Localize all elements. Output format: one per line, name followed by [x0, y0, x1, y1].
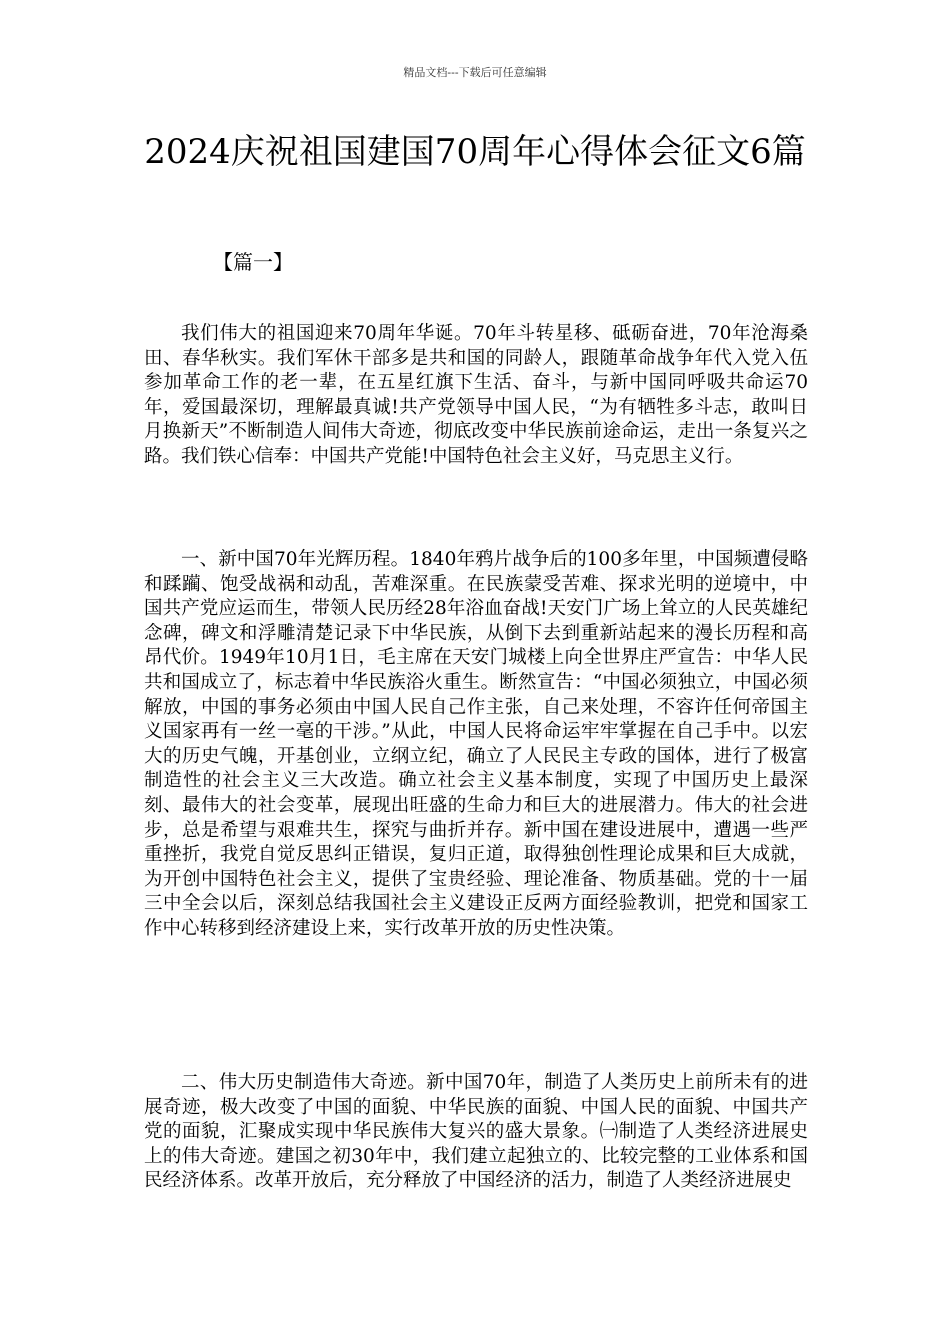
page-header-note: 精品文档---下载后可任意编辑 — [403, 66, 547, 79]
document-title: 2024庆祝祖国建国70周年心得体会征文6篇 — [144, 132, 806, 172]
paragraph-history: 一、新中国70年光辉历程。1840年鸦片战争后的100多年里，中国频遭侵略和蹂躏、饱受战祸和动乱，苦难深重。在民族蒙受苦难、探求光明的逆境中，中国共产党应运而生，带领人民历经28年浴血奋战!天安门广场上耸立的人民英雄纪念碑，碑文和浮雕清楚记录下中华民族，从倒下去到重新站起来的漫长历程和高昂代价。1949年10月1日，毛主席在天安门城楼上向全世界庄严宣告：中华人民共和国成立了，标志着中华民族浴火重生。断然宣告：“中国必须独立，中国必须解放，中国的事务必须由中国人民自己作主张，自己来处理，不容许任何帝国主义国家再有一丝一毫的干涉。”从此，中国人民将命运牢牢掌握在自己手中。以宏大的历史气魄，开基创业，立纲立纪，确立了人民民主专政的国体，进行了极富制造性的社会主义三大改造。确立社会主义基本制度，实现了中国历史上最深刻、最伟大的社会变革，展现出旺盛的生命力和巨大的进展潜力。伟大的社会进步，总是希望与艰难共生，探究与曲折并存。新中国在建设进展中，遭遇一些严重挫折，我党自觉反思纠正错误，复归正道，取得独创性理论成果和巨大成就，为开创中国特色社会主义，提供了宝贵经验、理论准备、物质基础。党的十一届三中全会以后，深刻总结我国社会主义建设正反两方面经验教训，把党和国家工作中心转移到经济建设上来，实行改革开放的历史性决策。 — [144, 549, 808, 939]
section-label: 【篇一】 — [213, 250, 293, 274]
paragraph-intro: 我们伟大的祖国迎来70周年华诞。70年斗转星移、砥砺奋进，70年沧海桑田、春华秋实。我们军休干部多是共和国的同龄人，跟随革命战争年代入党入伍参加革命工作的老一辈，在五星红旗下生活、奋斗，与新中国同呼吸共命运70年，爱国最深切，理解最真诚!共产党领导中国人民，“为有牺牲多斗志，敢叫日月换新天”不断制造人间伟大奇迹，彻底改变中华民族前途命运，走出一条复兴之路。我们铁心信奉：中国共产党能!中国特色社会主义好，马克思主义行。 — [144, 323, 808, 467]
paragraph-miracles: 二、伟大历史制造伟大奇迹。新中国70年，制造了人类历史上前所未有的进展奇迹，极大改变了中国的面貌、中华民族的面貌、中国人民的面貌、中国共产党的面貌，汇聚成实现中华民族伟大复兴的盛大景象。㈠制造了人类经济进展史上的伟大奇迹。建国之初30年中，我们建立起独立的、比较完整的工业体系和国民经济体系。改革开放后，充分释放了中国经济的活力，制造了人类经济进展史 — [144, 1072, 808, 1192]
